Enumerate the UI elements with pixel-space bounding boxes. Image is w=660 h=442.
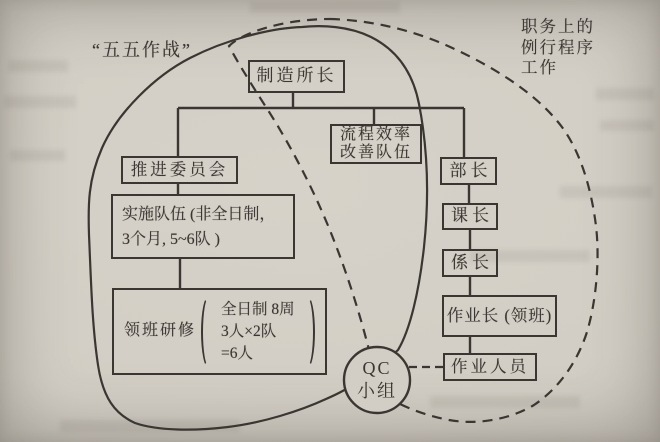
- foreman-training-box: [112, 288, 327, 375]
- manufacturing-director-box: 制造所长: [248, 60, 345, 93]
- implementation-team-line1: 实施队伍 (非全日制，: [122, 205, 276, 223]
- foreman-training-paren-line1: 全日制 8周: [221, 300, 295, 318]
- promotion-committee-box: 推进委员会: [121, 156, 238, 184]
- implementation-team-line2: 3个月, 5~6队 ): [122, 230, 220, 248]
- operators-box: 作业人员: [443, 353, 537, 381]
- qc-group-line2: 小组: [357, 381, 397, 401]
- foreman-training-paren-content: [221, 299, 295, 365]
- section-head-box: 课长: [442, 203, 498, 230]
- operations-chief-box: 作业长 (领班): [442, 295, 557, 337]
- process-efficiency-team-box: [330, 124, 422, 164]
- subsection-head-box: 係长: [442, 249, 498, 277]
- process-efficiency-team-line1: 流程效率: [339, 126, 412, 143]
- right-loop-label: [521, 17, 595, 79]
- right-loop-label-line1: 职务上的: [521, 17, 595, 36]
- left-loop-label: “五五作战”: [92, 40, 192, 60]
- foreman-training-paren-line2: 3人×2队: [221, 322, 277, 340]
- implementation-team-box: [111, 194, 295, 259]
- left-parenthesis-glyph: [201, 296, 216, 368]
- qc-group-line1: QC: [362, 358, 392, 378]
- process-efficiency-team-line2: 改善队伍: [339, 144, 412, 161]
- right-loop-label-line3: 工作: [521, 58, 558, 77]
- right-loop-label-line2: 例行程序: [521, 37, 595, 57]
- department-head-box: 部长: [440, 157, 497, 185]
- qc-group-label: [345, 357, 409, 403]
- foreman-training-label: 领班研修: [124, 322, 197, 340]
- foreman-training-paren-line3: =6人: [221, 344, 254, 362]
- right-parenthesis-glyph: [300, 296, 315, 368]
